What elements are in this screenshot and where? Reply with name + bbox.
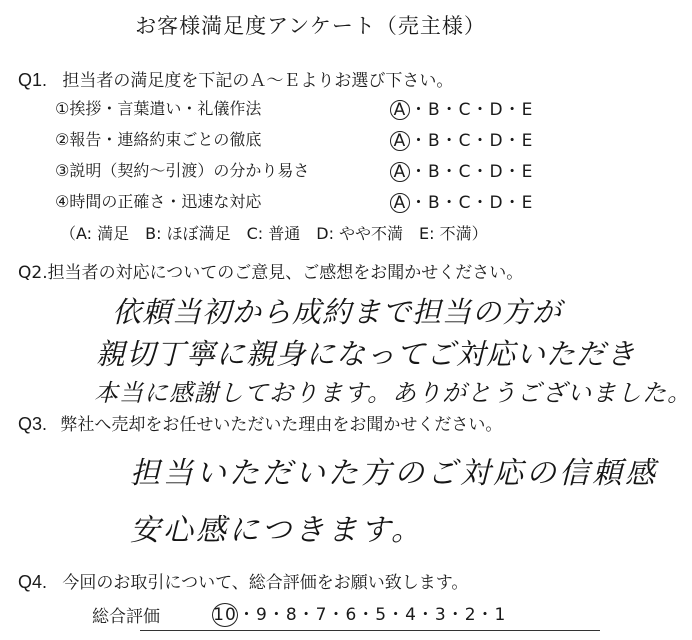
- q1-text: 担当者の満足度を下記のＡ～Ｅよりお選び下さい。: [62, 71, 454, 91]
- selected-choice-circle: A: [390, 131, 410, 151]
- q4-question: [18, 568, 468, 593]
- q1-item-4-label: ④時間の正確さ・迅速な対応: [55, 192, 262, 211]
- q1-item-1-rating: [390, 95, 533, 120]
- q1-item-2-rating: [390, 126, 533, 151]
- q2-question: Q2.担当者の対応についてのご意見、ご感想をお聞かせください。: [18, 263, 524, 283]
- q2-answer-line-2: 親切丁寧に親身になってご対応いただき: [96, 337, 637, 371]
- rating-choices: ・B・C・D・E: [410, 100, 534, 120]
- bottom-divider: [140, 630, 600, 631]
- q4-number: Q4.: [18, 572, 48, 592]
- selected-score-circle: 10: [213, 605, 237, 625]
- selected-choice-circle: A: [390, 100, 410, 120]
- overall-rating-scale: [212, 600, 506, 627]
- rating-choices: ・B・C・D・E: [410, 162, 534, 182]
- selected-choice-circle: A: [390, 193, 410, 213]
- score-choices: ・9・8・7・6・5・4・3・2・1: [238, 605, 507, 625]
- selected-choice-circle: A: [390, 162, 410, 182]
- rating-choices: ・B・C・D・E: [410, 193, 534, 213]
- q2-answer-line-1: 依頼当初から成約まで担当の方が: [112, 295, 563, 329]
- rating-choices: ・B・C・D・E: [410, 131, 534, 151]
- q3-text: 弊社へ売却をお任せいただいた理由をお聞かせください。: [60, 415, 503, 435]
- q1-item-1-label: ①挨拶・言葉遣い・礼儀作法: [55, 99, 262, 118]
- q3-answer-line-1: 担当いただいた方のご対応の信頼感: [130, 456, 658, 491]
- q1-question: [18, 66, 453, 91]
- overall-rating-label: 総合評価: [92, 607, 160, 627]
- q3-answer-line-2: 安心感につきます。: [130, 513, 424, 548]
- q2-answer-line-3: 本当に感謝しております。ありがとうございました。: [94, 379, 692, 407]
- q3-question: [18, 410, 502, 435]
- q1-legend: （A: 満足 B: ほぼ満足 C: 普通 D: やや不満 E: 不満）: [60, 224, 488, 243]
- q3-number: Q3.: [18, 414, 48, 434]
- q1-item-3-label: ③説明（契約～引渡）の分かり易さ: [55, 161, 310, 180]
- q1-item-3-rating: [390, 157, 533, 182]
- q1-item-2-label: ②報告・連絡約束ごとの徹底: [55, 130, 262, 149]
- q1-item-4-rating: [390, 188, 533, 213]
- q4-text: 今回のお取引について、総合評価をお願い致します。: [62, 573, 469, 593]
- q1-number: Q1.: [18, 70, 48, 90]
- survey-title: お客様満足度アンケート（売主様）: [135, 14, 486, 38]
